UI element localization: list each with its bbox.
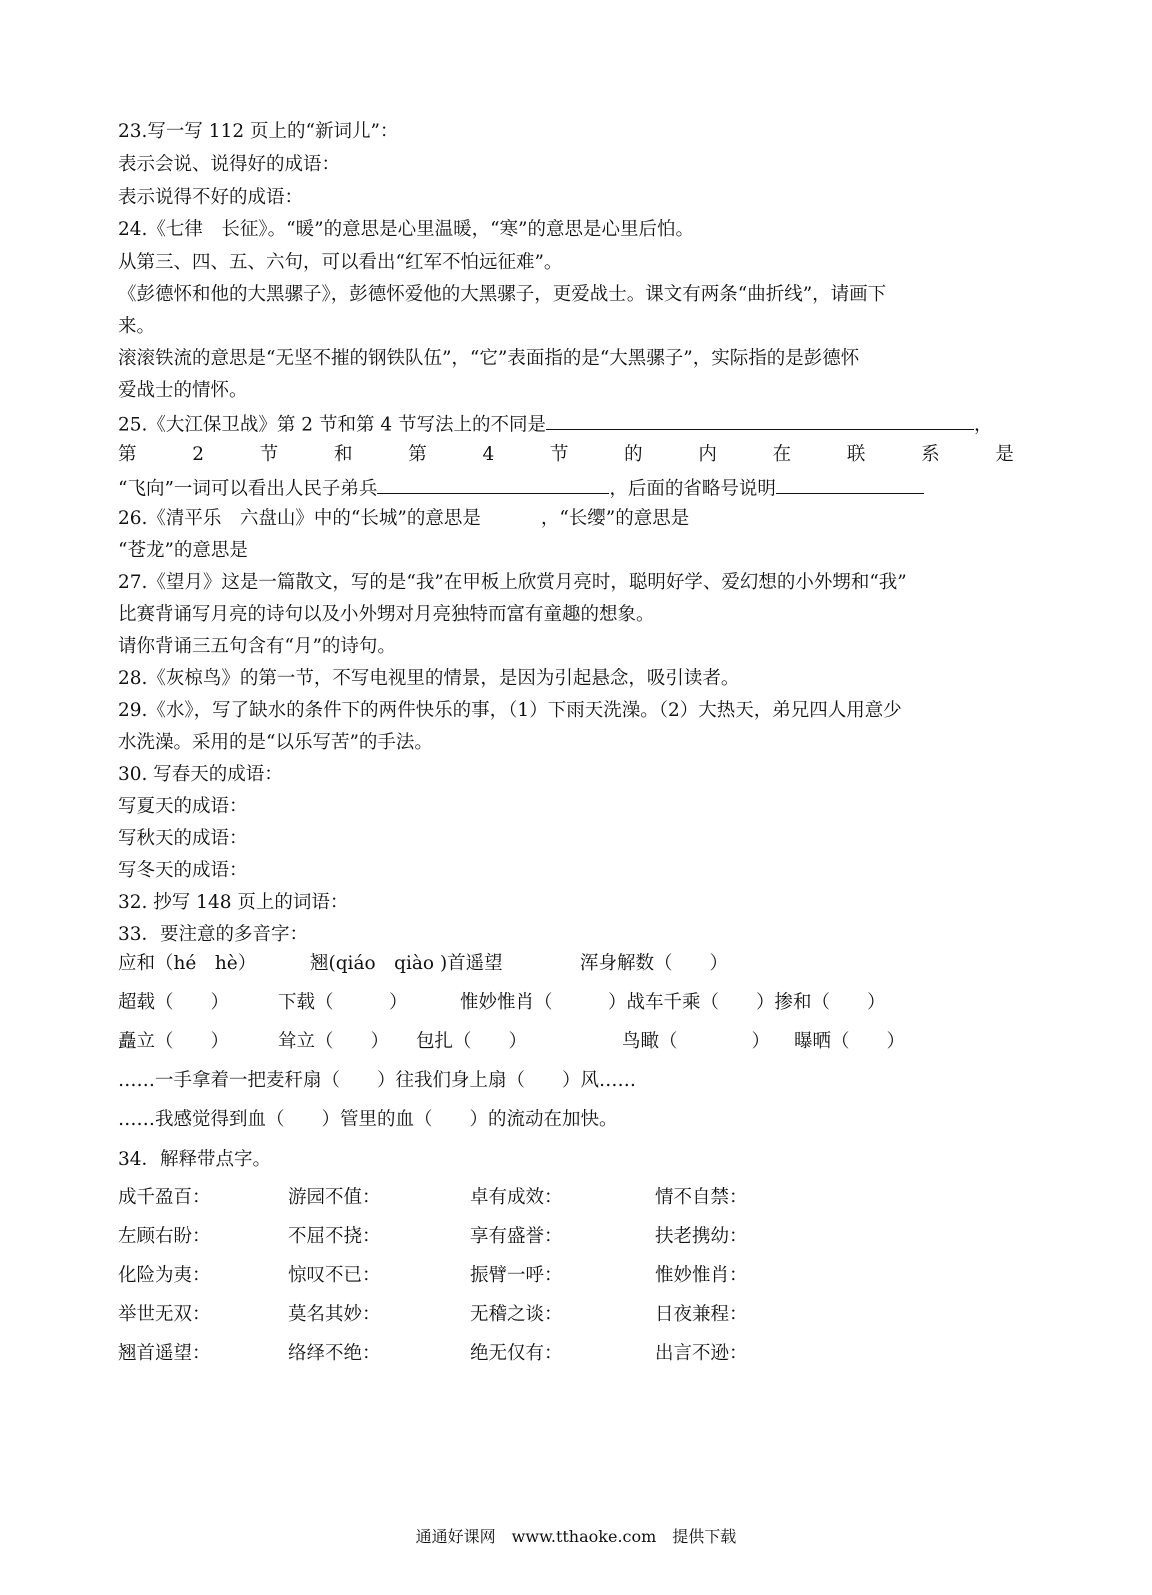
word: 节	[259, 444, 279, 465]
polyphone-item: 浑身解数（ ）	[580, 953, 729, 974]
word: 内	[698, 444, 717, 465]
polyphone-item: 包扎（ ）	[416, 1031, 528, 1052]
idiom-item: 游园不值：	[288, 1187, 381, 1208]
idiom-item: 享有盛誉：	[470, 1226, 563, 1247]
idiom-item: 不屈不挠：	[288, 1226, 381, 1247]
question-23: 23.写一写 112 页上的“新词儿”：	[118, 121, 399, 142]
question-30-line-a: 写夏天的成语：	[118, 796, 248, 817]
word: 是	[995, 444, 1014, 465]
question-26	[118, 505, 1038, 533]
word: 和	[333, 444, 353, 465]
polyphone-item: 惟妙惟肖（ ）战车千乘（ ）掺和（ ）	[460, 992, 886, 1013]
question-32: 32. 抄写 148 页上的词语：	[118, 892, 349, 913]
question-24-line-b: 《彭德怀和他的大黑骡子》，彭德怀爱他的大黑骡子，更爱战士。课文有两条“曲折线”，请画下	[118, 284, 887, 305]
idiom-item: 情不自禁：	[655, 1187, 748, 1208]
question-26-text: 26.《清平乐 六盘山》中的“长城”的意思是	[118, 508, 481, 529]
question-25	[118, 409, 1038, 439]
question-28: 28.《灰椋鸟》的第一节，不写电视里的情景，是因为引起悬念，吸引读者。	[118, 668, 740, 689]
idiom-item: 成千盈百：	[118, 1187, 211, 1208]
polyphone-item: 下载（ ）	[278, 992, 408, 1013]
idiom-item: 出言不逊：	[655, 1343, 748, 1364]
question-29: 29.《水》，写了缺水的条件下的两件快乐的事，（1）下雨天洗澡。（2）大热天，弟兄四人用意少	[118, 700, 902, 721]
question-30-line-b: 写秋天的成语：	[118, 828, 248, 849]
question-27-line-a: 比赛背诵写月亮的诗句以及小外甥对月亮独特而富有童趣的想象。	[118, 604, 655, 625]
answer-blank[interactable]	[377, 473, 609, 494]
question-24: 24.《七律 长征》。“暖”的意思是心里温暖，“寒”的意思是心里后怕。	[118, 219, 695, 240]
word: 第	[118, 444, 137, 465]
question-25-line-b	[118, 441, 1014, 469]
question-25-text: 25.《大江保卫战》第 2 节和第 4 节写法上的不同是	[118, 414, 546, 436]
question-26-text-b: ，“长缨”的意思是	[540, 508, 690, 529]
question-24-line-c: 来。	[118, 316, 156, 337]
polyphone-sentence: ……我感觉得到血（ ）管里的血（ ）的流动在加快。	[118, 1109, 618, 1130]
polyphone-item: 超载（ ）	[118, 992, 230, 1013]
word: 在	[772, 444, 792, 465]
idiom-item: 振臂一呼：	[470, 1265, 563, 1286]
question-24-line-e: 爱战士的情怀。	[118, 380, 248, 401]
idiom-item: 惊叹不已：	[288, 1265, 381, 1286]
word: 的	[624, 444, 643, 465]
question-25-end: ，	[974, 414, 993, 436]
idiom-item: 惟妙惟肖：	[655, 1265, 748, 1286]
word: 节	[549, 444, 569, 465]
answer-blank[interactable]	[546, 409, 974, 430]
idiom-item: 绝无仅有：	[470, 1343, 563, 1364]
question-29-line-a: 水洗澡。采用的是“以乐写苦”的手法。	[118, 732, 433, 753]
polyphone-item: 应和（hé hè）	[118, 953, 257, 974]
idiom-item: 无稽之谈：	[470, 1304, 563, 1325]
question-25-text-d: ，后面的省略号说明	[609, 478, 776, 500]
question-23-line-b: 表示说得不好的成语：	[118, 187, 304, 208]
question-24-line-d: 滚滚铁流的意思是“无坚不摧的钢铁队伍”，“它”表面指的是“大黑骡子”，实际指的是彭德怀	[118, 348, 860, 369]
idiom-item: 左顾右盼：	[118, 1226, 211, 1247]
word: 4	[482, 444, 495, 465]
question-27: 27.《望月》这是一篇散文，写的是“我”在甲板上欣赏月亮时，聪明好学、爱幻想的小外甥和“我”	[118, 572, 907, 593]
idiom-item: 卓有成效：	[470, 1187, 563, 1208]
question-23-line-a: 表示会说、说得好的成语：	[118, 154, 341, 175]
question-24-line-a: 从第三、四、五、六句，可以看出“红军不怕远征难”。	[118, 252, 563, 273]
idiom-item: 翘首遥望：	[118, 1343, 211, 1364]
polyphone-item: 矗立（ ）	[118, 1031, 230, 1052]
idiom-item: 扶老携幼：	[655, 1226, 748, 1247]
question-33: 33．要注意的多音字：	[118, 924, 309, 945]
polyphone-item: 曝晒（ ）	[794, 1031, 906, 1052]
word: 第	[408, 444, 427, 465]
polyphone-sentence: ……一手拿着一把麦秆扇（ ）往我们身上扇（ ）风……	[118, 1070, 637, 1091]
polyphone-item: 耸立（ ）	[278, 1031, 390, 1052]
polyphone-item: 翘(qiáo qiào )首遥望	[310, 953, 503, 974]
answer-blank[interactable]	[776, 473, 924, 494]
idiom-item: 络绎不绝：	[288, 1343, 381, 1364]
question-30-line-c: 写冬天的成语：	[118, 860, 248, 881]
idiom-item: 举世无双：	[118, 1304, 211, 1325]
idiom-item: 日夜兼程：	[655, 1304, 748, 1325]
word: 2	[192, 444, 205, 465]
question-30: 30. 写春天的成语：	[118, 764, 283, 785]
question-26-line-b: “苍龙”的意思是	[118, 540, 248, 561]
question-25-text-c: “飞向”一词可以看出人民子弟兵	[118, 478, 378, 500]
word: 系	[921, 444, 940, 465]
question-27-line-b: 请你背诵三五句含有“月”的诗句。	[118, 636, 396, 657]
question-34: 34．解释带点字。	[118, 1149, 272, 1170]
idiom-item: 莫名其妙：	[288, 1304, 381, 1325]
idiom-item: 化险为夷：	[118, 1265, 211, 1286]
page-footer: 通通好课网 www.tthaoke.com 提供下载	[415, 1527, 737, 1546]
polyphone-item: 鸟瞰（ ）	[622, 1031, 771, 1052]
word: 联	[846, 444, 866, 465]
question-25-line-c	[118, 473, 1038, 503]
